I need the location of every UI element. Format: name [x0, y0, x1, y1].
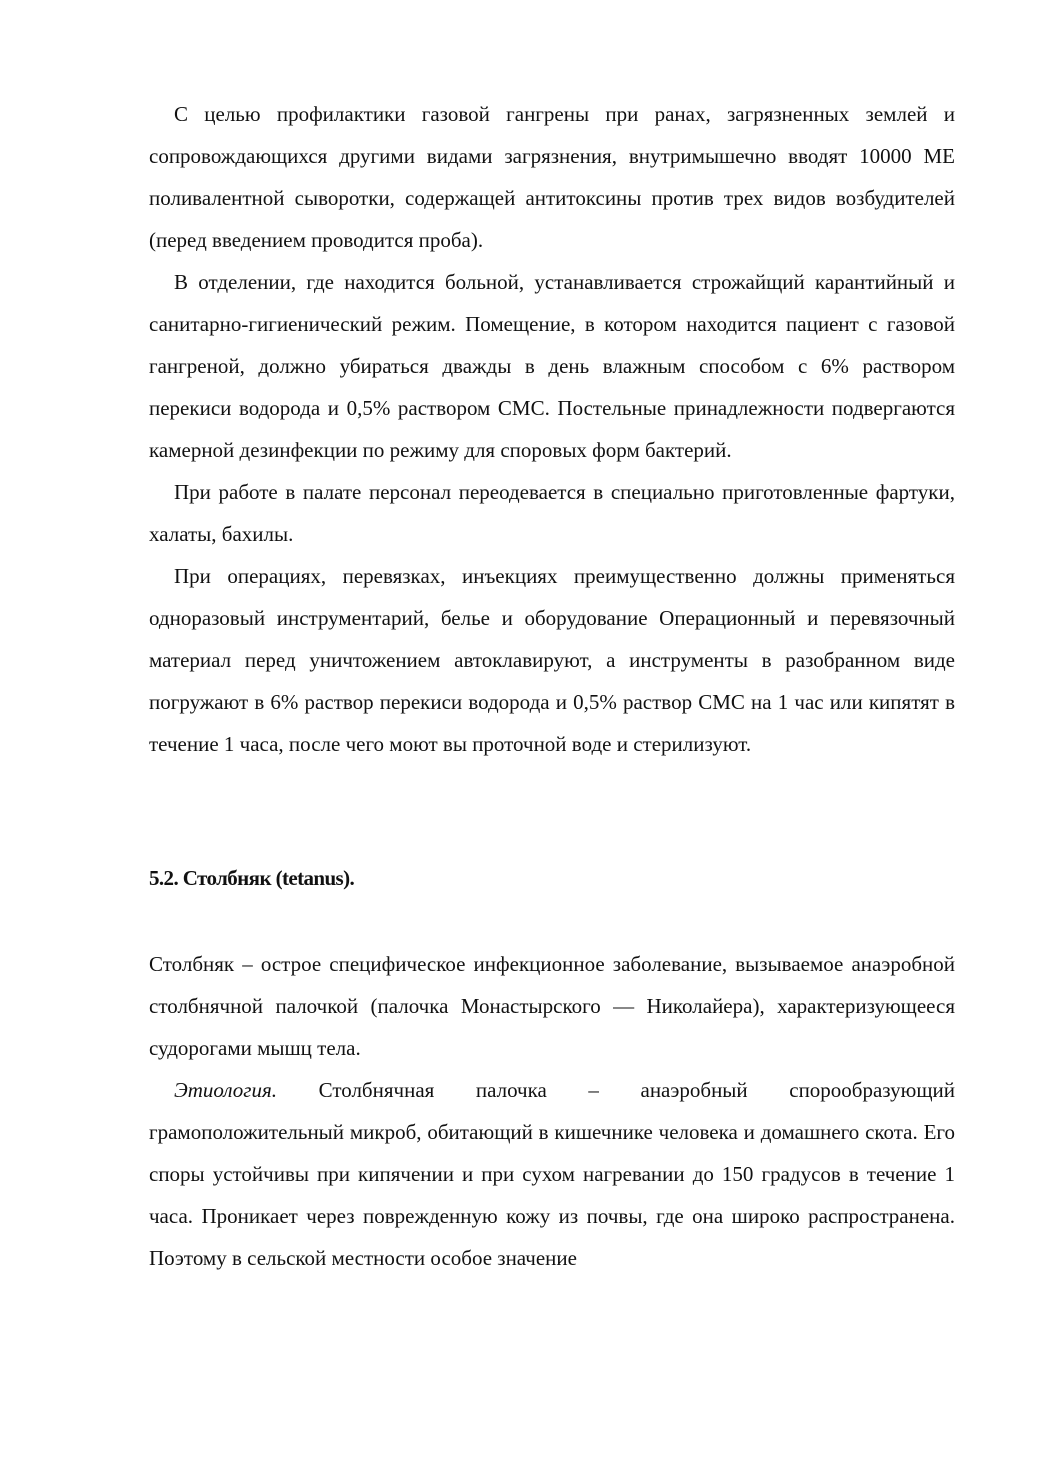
paragraph-quarantine-regime: В отделении, где находится больной, устанавливается строжайщий карантийный и санитарно-гигиенический режим. Помещение, в котором находится пациент с газовой гангреной, должно убираться дважды в день влажным способом с 6% раствором перекиси водорода и 0,5% раствором СМС. Постельные принадлежности подвергаются камерной дезинфекции по режиму для споровых форм бактерий.: [149, 270, 955, 462]
paragraph-gas-gangrene-prophylaxis: С целью профилактики газовой гангрены при ранах, загрязненных землей и сопровождающихся другими видами загрязнения, внутримышечно вводят 10000 МЕ поливалентной сыворотки, содержащей антитоксины против трех видов возбудителей (перед введением проводится проба).: [149, 102, 955, 252]
paragraph-staff-clothing: При работе в палате персонал переодевается в специально приготовленные фартуки, халаты, бахилы.: [149, 480, 955, 546]
heading-gap: [149, 899, 955, 943]
etiology-label: Этиология.: [174, 1078, 278, 1102]
etiology-text: Столбнячная палочка – анаэробный спорообразующий грамоположительный микроб, обитающий в кишечнике человека и домашнего скота. Его споры устойчивы при кипячении и при сухом нагревании до 150 градусов в течение 1 часа. Проникает через поврежденную кожу из почвы, где она широко распространена. Поэтому в сельской местности особое значение: [149, 1078, 955, 1270]
paragraph-instruments: При операциях, перевязках, инъекциях преимущественно должны применяться одноразовый инструментарий, белье и оборудование Операционный и перевязочный материал перед уничтожением автоклавируют, а инструменты в разобранном виде погружают в 6% раствор перекиси водорода и 0,5% раствор СМС на 1 час или кипятят в течение 1 часа, после чего моют вы проточной воде и стерилизуют.: [149, 564, 955, 756]
paragraph-etiology: [149, 1069, 955, 1279]
paragraph-tetanus-definition: Столбняк – острое специфическое инфекционное заболевание, вызываемое анаэробной столбнячной палочкой (палочка Монастырского — Николайера), характеризующееся судорогами мышц тела.: [149, 952, 955, 1060]
section-heading: 5.2. Столбняк (tetanus).: [149, 866, 355, 890]
page-content: [149, 93, 955, 1279]
section-gap: [149, 765, 955, 857]
